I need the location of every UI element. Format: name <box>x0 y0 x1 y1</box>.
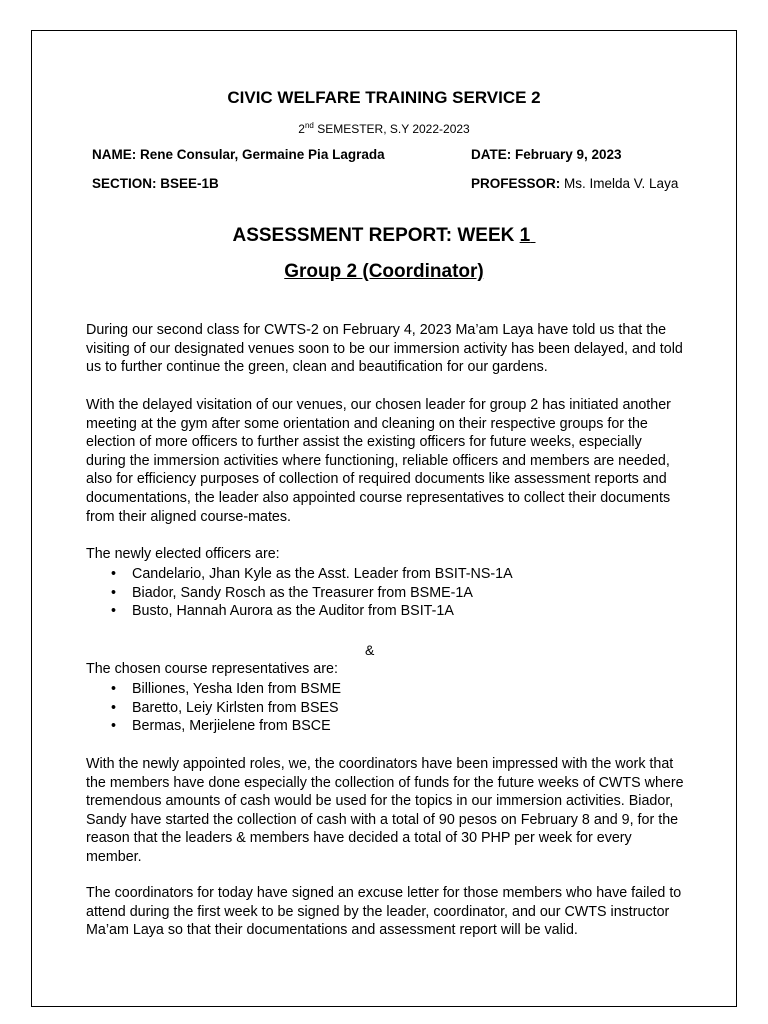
list-item <box>111 602 513 621</box>
name-label: NAME: <box>92 147 140 162</box>
paragraph-1-text: During our second class for CWTS-2 on February 4, 2023 Ma’am Laya have told us that the visiting of our designated venues soon to be our immersion activity has been delayed, and told us to further continue the green, clean and beautification for our gardens. <box>86 322 683 376</box>
officers-list <box>111 565 513 621</box>
officer-text: Busto, Hannah Aurora as the Auditor from BSIT-1A <box>132 603 454 620</box>
semester-rest: SEMESTER, S.Y 2022-2023 <box>313 122 470 136</box>
professor-value: Ms. Imelda V. Laya <box>560 176 679 191</box>
list-item <box>111 680 341 699</box>
report-title-prefix: ASSESSMENT REPORT: WEEK <box>232 225 520 246</box>
officer-text: Biador, Sandy Rosch as the Treasurer from BSME-1A <box>132 584 473 601</box>
list-item <box>111 565 513 584</box>
rep-text: Billiones, Yesha Iden from BSME <box>132 681 342 697</box>
bullet-icon: • <box>111 603 117 620</box>
professor-label: PROFESSOR: <box>471 176 561 191</box>
paragraph-4 <box>86 884 684 940</box>
paragraph-1 <box>86 321 684 377</box>
date-value: February 9, 2023 <box>515 147 622 162</box>
ampersand: & <box>365 642 375 658</box>
name-value: Rene Consular, Germaine Pia Lagrada <box>140 147 385 162</box>
list-item <box>111 584 513 603</box>
bullet-icon: • <box>111 718 117 735</box>
semester-line <box>0 121 768 136</box>
reps-intro-text: The chosen course representatives are: <box>86 661 338 677</box>
officers-intro <box>86 545 684 564</box>
officers-intro-text: The newly elected officers are: <box>86 546 280 562</box>
reps-intro <box>86 660 684 679</box>
date-field <box>471 147 622 162</box>
week-number: 1 <box>519 225 531 246</box>
bullet-icon: • <box>111 681 117 697</box>
list-item <box>111 699 341 718</box>
group-title-text: Group 2 (Coordinator) <box>284 261 484 282</box>
date-label: DATE: <box>471 147 515 162</box>
course-title: CIVIC WELFARE TRAINING SERVICE 2 <box>227 88 541 107</box>
paragraph-3-text: With the newly appointed roles, we, the coordinators have been impressed with the work that the members have done especially the collection of funds for the future weeks of CWTS where tremendous amounts of cash would be used for the topics in our immersion activities. Biador, Sandy have started the collection of cash with a total of 90 pesos on February 8 and 9, for the reason that the leaders & members have decided a total of 30 PHP per week for every member. <box>86 756 684 865</box>
bullet-icon: • <box>111 584 117 601</box>
paragraph-3 <box>86 755 684 867</box>
section-value: BSEE-1B <box>160 176 219 191</box>
paragraph-4-text: The coordinators for today have signed an excuse letter for those members who have failed to attend during the first week to be signed by the leader, coordinator, and our CWTS instructor Ma’am Laya so that their documentations and assessment report will be valid. <box>86 885 682 939</box>
paragraph-2-text: With the delayed visitation of our venues, our chosen leader for group 2 has initiated another meeting at the gym after some orientation and cleaning on their respective groups for the election of more officers to further assist the existing officers for future weeks, especially during the immersion activities where functioning, reliable officers and members are needed, also for efficiency purposes of collection of required documents like assessment reports and documentations, the leader also appointed course representatives to collect their documents from their aligned course-mates. <box>86 397 671 525</box>
bullet-icon: • <box>111 699 117 716</box>
group-title <box>0 261 768 283</box>
paragraph-2 <box>86 396 684 526</box>
semester-suffix: nd <box>304 121 314 130</box>
rep-text: Baretto, Leiy Kirlsten from BSES <box>132 699 339 716</box>
semester-number: 2 <box>298 122 305 136</box>
representatives-list <box>111 680 341 736</box>
professor-field <box>471 176 678 191</box>
section-field <box>92 176 219 191</box>
bullet-icon: • <box>111 566 117 582</box>
section-label: SECTION: <box>92 176 161 191</box>
rep-text: Bermas, Merjielene from BSCE <box>132 718 331 735</box>
officer-text: Candelario, Jhan Kyle as the Asst. Leader from BSIT-NS-1A <box>132 566 513 582</box>
list-item <box>111 717 341 736</box>
report-title <box>0 225 768 247</box>
name-field <box>92 147 385 162</box>
